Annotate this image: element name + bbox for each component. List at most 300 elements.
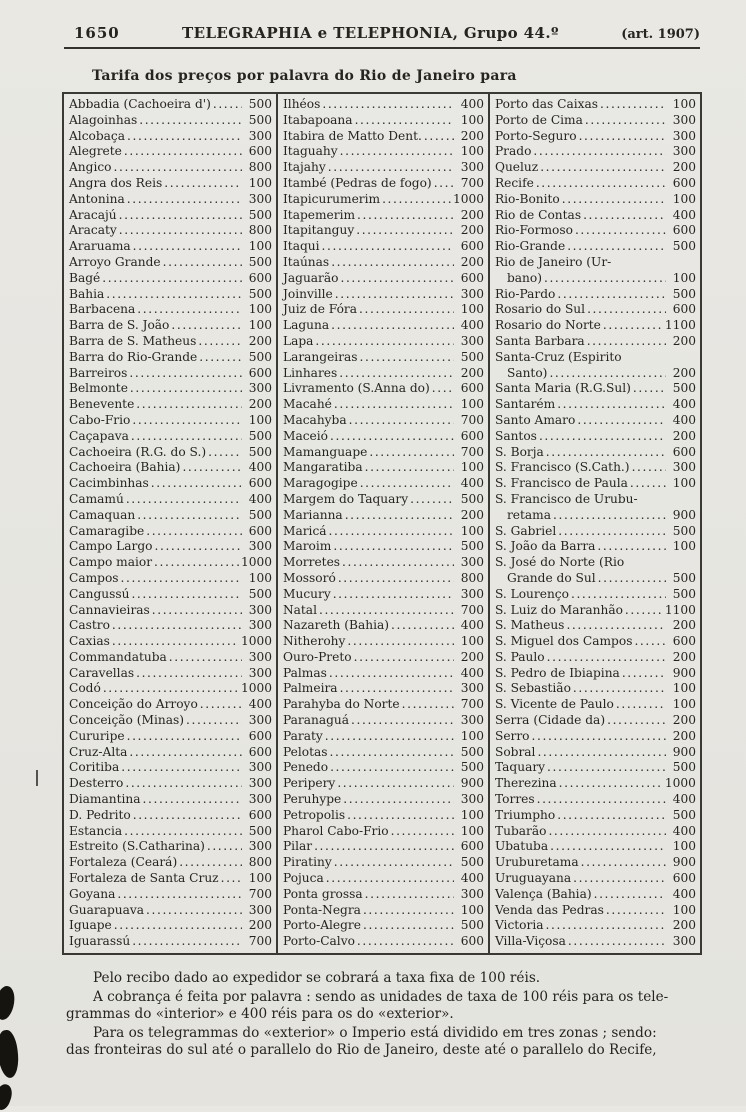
price-value: 700 — [248, 934, 272, 949]
price-value: 200 — [248, 397, 272, 412]
place-name: Natal — [282, 602, 317, 617]
dot-leader — [133, 239, 242, 255]
tariff-row — [490, 918, 700, 934]
tariff-row — [278, 903, 488, 919]
price-value: 300 — [248, 381, 272, 396]
dot-leader — [622, 666, 666, 682]
place-name: Itaguahy — [282, 144, 338, 159]
dot-leader — [213, 97, 242, 113]
place-name: Angico — [69, 160, 112, 175]
price-value: 200 — [672, 365, 696, 380]
tariff-row — [64, 666, 276, 682]
footer-line: grammas do «interior» e 400 réis para os do «exterior». — [66, 1006, 454, 1023]
dot-leader — [547, 650, 666, 666]
price-value: 100 — [672, 681, 696, 696]
dot-leader — [163, 255, 242, 271]
place-name: Mossoró — [282, 570, 336, 585]
price-value: 300 — [460, 555, 484, 570]
price-value: 600 — [460, 839, 484, 854]
tariff-row — [64, 160, 276, 176]
dot-leader — [573, 681, 666, 697]
place-name: S. Luiz do Maranhão — [494, 602, 623, 617]
tariff-row — [278, 681, 488, 697]
place-name: D. Pedrito — [69, 807, 131, 822]
scan-artifact — [0, 1082, 15, 1112]
dot-leader — [151, 476, 242, 492]
tariff-row — [490, 287, 700, 303]
dot-leader — [106, 287, 242, 303]
tariff-row — [278, 934, 488, 950]
place-name: Porto-Alegre — [282, 918, 361, 933]
tariff-row — [490, 445, 700, 461]
place-name: Pilar — [282, 839, 313, 854]
place-name: S. Sebastião — [494, 681, 571, 696]
price-value: 100 — [460, 460, 484, 475]
tariff-row — [278, 287, 488, 303]
dot-leader — [340, 271, 453, 287]
place-name: Paraty — [282, 728, 323, 743]
price-value: 400 — [672, 823, 696, 838]
tariff-row — [490, 413, 700, 429]
dot-leader — [112, 634, 239, 650]
dot-leader — [356, 223, 454, 239]
dot-leader — [132, 934, 242, 950]
price-value: 500 — [248, 349, 272, 364]
dot-leader — [333, 587, 454, 603]
header-title: TELEGRAPHIA e TELEPHONIA, Grupo 44.º — [182, 24, 559, 42]
place-name: Santa Maria (R.G.Sul) — [494, 381, 631, 396]
place-name: Antonina — [69, 191, 125, 206]
tariff-row — [278, 476, 488, 492]
place-name: S. Pedro de Ibiapina — [494, 665, 620, 680]
tariff-row — [64, 113, 276, 129]
place-name: Macahyba — [282, 412, 347, 427]
place-name: Coritiba — [69, 760, 120, 775]
price-value: 600 — [460, 381, 484, 396]
dot-leader — [127, 192, 242, 208]
place-name: Joinville — [282, 286, 333, 301]
dot-leader — [557, 808, 666, 824]
dot-leader — [334, 397, 454, 413]
place-name: S. Francisco (S.Cath.) — [494, 460, 630, 475]
price-value: 300 — [248, 902, 272, 917]
dot-leader — [126, 492, 242, 508]
price-value: 500 — [460, 744, 484, 759]
price-value: 400 — [672, 886, 696, 901]
place-name: Santarém — [494, 397, 556, 412]
tariff-row — [278, 381, 488, 397]
dot-leader — [410, 492, 454, 508]
tariff-row — [64, 555, 276, 571]
tariff-row — [490, 350, 700, 366]
place-name: Maragogipe — [282, 476, 358, 491]
place-name: Araruama — [69, 239, 131, 254]
place-name: Rio-Grande — [494, 239, 566, 254]
tariff-row — [278, 460, 488, 476]
tariff-row — [490, 634, 700, 650]
tariff-column — [64, 94, 276, 953]
place-name: Alegrete — [69, 144, 122, 159]
tariff-row — [278, 776, 488, 792]
price-value: 300 — [460, 586, 484, 601]
tariff-row — [278, 413, 488, 429]
place-name: Serra (Cidade da) — [494, 713, 606, 728]
tariff-row — [278, 634, 488, 650]
tariff-row — [490, 618, 700, 634]
price-value: 1000 — [240, 555, 272, 570]
price-value: 500 — [672, 286, 696, 301]
place-name: Itapemerim — [282, 207, 356, 222]
price-value: 600 — [672, 871, 696, 886]
place-name: S. Francisco de Urubu- — [494, 491, 638, 506]
tariff-row — [64, 223, 276, 239]
price-value: 200 — [460, 254, 484, 269]
price-value: 200 — [460, 649, 484, 664]
tariff-row — [64, 839, 276, 855]
price-value: 300 — [672, 144, 696, 159]
price-value: 600 — [672, 302, 696, 317]
price-value: 600 — [248, 365, 272, 380]
place-name: S. Borja — [494, 444, 544, 459]
price-value: 500 — [460, 918, 484, 933]
tariff-row — [64, 445, 276, 461]
tariff-row — [490, 508, 700, 524]
tariff-row — [278, 871, 488, 887]
place-name: Itambé (Pedras de fogo) — [282, 175, 432, 190]
price-value: 800 — [460, 570, 484, 585]
dot-leader — [630, 476, 666, 492]
dot-leader — [129, 745, 242, 761]
place-name: Desterro — [69, 776, 124, 791]
tariff-row — [64, 808, 276, 824]
place-name: Bahia — [69, 286, 105, 301]
place-name: Ilhéos — [282, 97, 321, 111]
tariff-row — [64, 460, 276, 476]
place-name: Nitherohy — [282, 634, 346, 649]
tariff-row — [490, 460, 700, 476]
tariff-row — [490, 429, 700, 445]
tariff-row — [278, 492, 488, 508]
place-name: Grande do Sul — [506, 570, 596, 585]
price-value: 200 — [248, 333, 272, 348]
tariff-row — [278, 97, 488, 113]
tariff-row — [278, 239, 488, 255]
dot-leader — [567, 239, 666, 255]
tariff-row — [278, 397, 488, 413]
tariff-row — [64, 239, 276, 255]
tariff-row — [64, 492, 276, 508]
place-name: Nazareth (Bahia) — [282, 618, 390, 633]
place-name: Itapicurumerim — [282, 191, 381, 206]
place-name: Castro — [69, 618, 110, 633]
dot-leader — [594, 887, 666, 903]
price-value: 300 — [248, 602, 272, 617]
footer-paragraph — [66, 989, 704, 1024]
dot-leader — [155, 539, 242, 555]
price-value: 100 — [672, 697, 696, 712]
price-value: 300 — [248, 618, 272, 633]
place-name: Camaragibe — [69, 523, 145, 538]
price-value: 900 — [672, 507, 696, 522]
price-value: 100 — [672, 476, 696, 491]
price-value: 400 — [248, 697, 272, 712]
dot-leader — [117, 887, 242, 903]
place-name: Triumpho — [494, 807, 556, 822]
dot-leader — [633, 381, 666, 397]
tariff-row — [490, 524, 700, 540]
place-name: Campo Largo — [69, 539, 153, 554]
price-value: 300 — [460, 286, 484, 301]
tariff-row — [278, 887, 488, 903]
place-name: Itaúnas — [282, 254, 330, 269]
price-value: 200 — [672, 713, 696, 728]
price-value: 1000 — [452, 191, 484, 206]
price-value: 800 — [248, 855, 272, 870]
price-value: 700 — [460, 412, 484, 427]
dot-leader — [349, 413, 454, 429]
dot-leader — [347, 808, 454, 824]
tariff-row — [490, 223, 700, 239]
place-name: Ponta-Negra — [282, 902, 361, 917]
price-value: 200 — [672, 428, 696, 443]
tariff-row — [278, 697, 488, 713]
tariff-column — [488, 94, 700, 953]
dot-leader — [339, 366, 454, 382]
dot-leader — [557, 287, 666, 303]
dot-leader — [546, 918, 666, 934]
tariff-row — [64, 650, 276, 666]
place-name: Estreito (S.Catharina) — [69, 839, 205, 854]
tariff-row — [278, 650, 488, 666]
dot-leader — [169, 650, 242, 666]
tariff-row — [64, 571, 276, 587]
dot-leader — [154, 555, 239, 571]
dot-leader — [338, 571, 454, 587]
place-name: Itabapoana — [282, 112, 353, 127]
price-value: 400 — [672, 207, 696, 222]
dot-leader — [137, 302, 242, 318]
dot-leader — [557, 397, 666, 413]
place-name: Margem do Taquary — [282, 491, 409, 506]
dot-leader — [571, 587, 666, 603]
place-name: Barbacena — [69, 302, 136, 317]
tariff-row — [278, 539, 488, 555]
dot-leader — [579, 129, 666, 145]
price-value: 400 — [248, 491, 272, 506]
tariff-row — [490, 650, 700, 666]
price-value: 400 — [460, 618, 484, 633]
place-name: Rio de Janeiro (Ur- — [494, 254, 612, 269]
price-value: 600 — [248, 744, 272, 759]
tariff-row — [490, 381, 700, 397]
place-name: Pharol Cabo-Frio — [282, 823, 389, 838]
tariff-row — [278, 366, 488, 382]
dot-leader — [342, 555, 454, 571]
dot-leader — [119, 208, 242, 224]
place-name: Venda das Pedras — [494, 902, 604, 917]
price-value: 500 — [248, 444, 272, 459]
price-value: 500 — [248, 823, 272, 838]
place-name: Rio-Pardo — [494, 286, 556, 301]
tariff-row — [278, 918, 488, 934]
tariff-row — [278, 271, 488, 287]
tariff-row — [64, 508, 276, 524]
page-number: 1650 — [74, 24, 120, 42]
tariff-row — [64, 413, 276, 429]
place-name: S. Vicente de Paulo — [494, 697, 614, 712]
place-name: Diamantina — [69, 792, 141, 807]
price-value: 1100 — [664, 602, 696, 617]
place-name: Peripery — [282, 776, 336, 791]
place-name: Cabo-Frio — [69, 412, 131, 427]
dot-leader — [603, 318, 663, 334]
price-value: 100 — [248, 412, 272, 427]
dot-leader — [606, 903, 666, 919]
dot-leader — [424, 129, 454, 145]
footer-line: das fronteiras do sul até o parallelo do Rio de Janeiro, deste até o parallelo do Recife, — [66, 1042, 657, 1059]
dot-leader — [124, 144, 242, 160]
place-name: Livramento (S.Anna do) — [282, 381, 430, 396]
dot-leader — [221, 871, 242, 887]
dot-leader — [549, 366, 666, 382]
dot-leader — [119, 223, 242, 239]
dot-leader — [548, 824, 666, 840]
place-name: Uruburetama — [494, 855, 579, 870]
place-name: Serro — [494, 728, 530, 743]
tariff-row — [278, 524, 488, 540]
place-name: Ubatuba — [494, 839, 549, 854]
dot-leader — [130, 381, 242, 397]
dot-leader — [337, 776, 454, 792]
dot-leader — [340, 144, 454, 160]
dot-leader — [319, 603, 454, 619]
dot-leader — [127, 729, 242, 745]
dot-leader — [207, 839, 242, 855]
price-value: 300 — [460, 681, 484, 696]
price-value: 600 — [460, 428, 484, 443]
tariff-row — [278, 223, 488, 239]
dot-leader — [558, 524, 666, 540]
place-name: Larangeiras — [282, 349, 358, 364]
dot-leader — [112, 618, 242, 634]
price-value: 700 — [248, 886, 272, 901]
place-name: Cururipe — [69, 728, 125, 743]
dot-leader — [199, 350, 242, 366]
place-name: retama — [506, 507, 551, 522]
tariff-row — [64, 729, 276, 745]
price-value: 1000 — [240, 634, 272, 649]
dot-leader — [598, 571, 666, 587]
price-value: 300 — [248, 713, 272, 728]
tariff-row — [64, 271, 276, 287]
dot-leader — [544, 271, 666, 287]
place-name: Rio de Contas — [494, 207, 582, 222]
tariff-row — [490, 934, 700, 950]
dot-leader — [171, 318, 242, 334]
dot-leader — [434, 176, 454, 192]
tariff-row — [490, 745, 700, 761]
price-value: 300 — [248, 128, 272, 143]
place-name: Sobral — [494, 744, 536, 759]
tariff-row — [278, 839, 488, 855]
tariff-row — [278, 208, 488, 224]
dot-leader — [137, 508, 242, 524]
tariff-row — [490, 713, 700, 729]
place-name: Rio-Formoso — [494, 223, 573, 238]
dot-leader — [331, 318, 454, 334]
dot-leader — [208, 445, 242, 461]
place-name: Iguarassú — [69, 934, 131, 949]
price-value: 1000 — [240, 681, 272, 696]
place-name: Barra do Rio-Grande — [69, 349, 198, 364]
place-name: Ouro-Preto — [282, 649, 352, 664]
price-value: 500 — [248, 428, 272, 443]
dot-leader — [577, 413, 666, 429]
price-value: 100 — [460, 523, 484, 538]
tariff-row — [278, 176, 488, 192]
tariff-row — [64, 381, 276, 397]
tariff-row — [64, 603, 276, 619]
price-value: 400 — [460, 318, 484, 333]
price-value: 400 — [460, 97, 484, 111]
dot-leader — [146, 903, 242, 919]
place-name: S. Gabriel — [494, 523, 557, 538]
dot-leader — [326, 871, 454, 887]
tariff-row — [64, 634, 276, 650]
dot-leader — [143, 792, 242, 808]
dot-leader — [365, 460, 454, 476]
tariff-row — [64, 255, 276, 271]
place-name: Campo maior — [69, 555, 153, 570]
dot-leader — [540, 160, 666, 176]
price-value: 300 — [460, 792, 484, 807]
tariff-row — [490, 697, 700, 713]
dot-leader — [363, 903, 454, 919]
tariff-row — [490, 160, 700, 176]
place-name: Santa Barbara — [494, 333, 585, 348]
dot-leader — [330, 745, 454, 761]
price-value: 500 — [248, 286, 272, 301]
price-value: 100 — [672, 191, 696, 206]
dot-leader — [345, 508, 454, 524]
price-value: 500 — [248, 586, 272, 601]
price-value: 900 — [460, 776, 484, 791]
dot-leader — [146, 524, 242, 540]
price-value: 1100 — [664, 318, 696, 333]
dot-leader — [357, 934, 454, 950]
price-value: 900 — [672, 855, 696, 870]
place-name: Pelotas — [282, 744, 328, 759]
tariff-row — [490, 239, 700, 255]
tariff-row — [490, 792, 700, 808]
dot-leader — [131, 429, 242, 445]
price-value: 1000 — [664, 776, 696, 791]
tariff-row — [278, 334, 488, 350]
place-name: Valença (Bahia) — [494, 886, 592, 901]
dot-leader — [129, 366, 242, 382]
tariff-row — [278, 255, 488, 271]
price-value: 500 — [672, 570, 696, 585]
price-value: 500 — [248, 112, 272, 127]
tariff-row — [490, 555, 700, 571]
place-name: Itaqui — [282, 239, 320, 254]
footer-notes — [66, 970, 704, 1060]
tariff-row — [490, 729, 700, 745]
dot-leader — [136, 666, 242, 682]
tariff-row — [64, 681, 276, 697]
price-value: 300 — [248, 539, 272, 554]
dot-leader — [553, 508, 666, 524]
